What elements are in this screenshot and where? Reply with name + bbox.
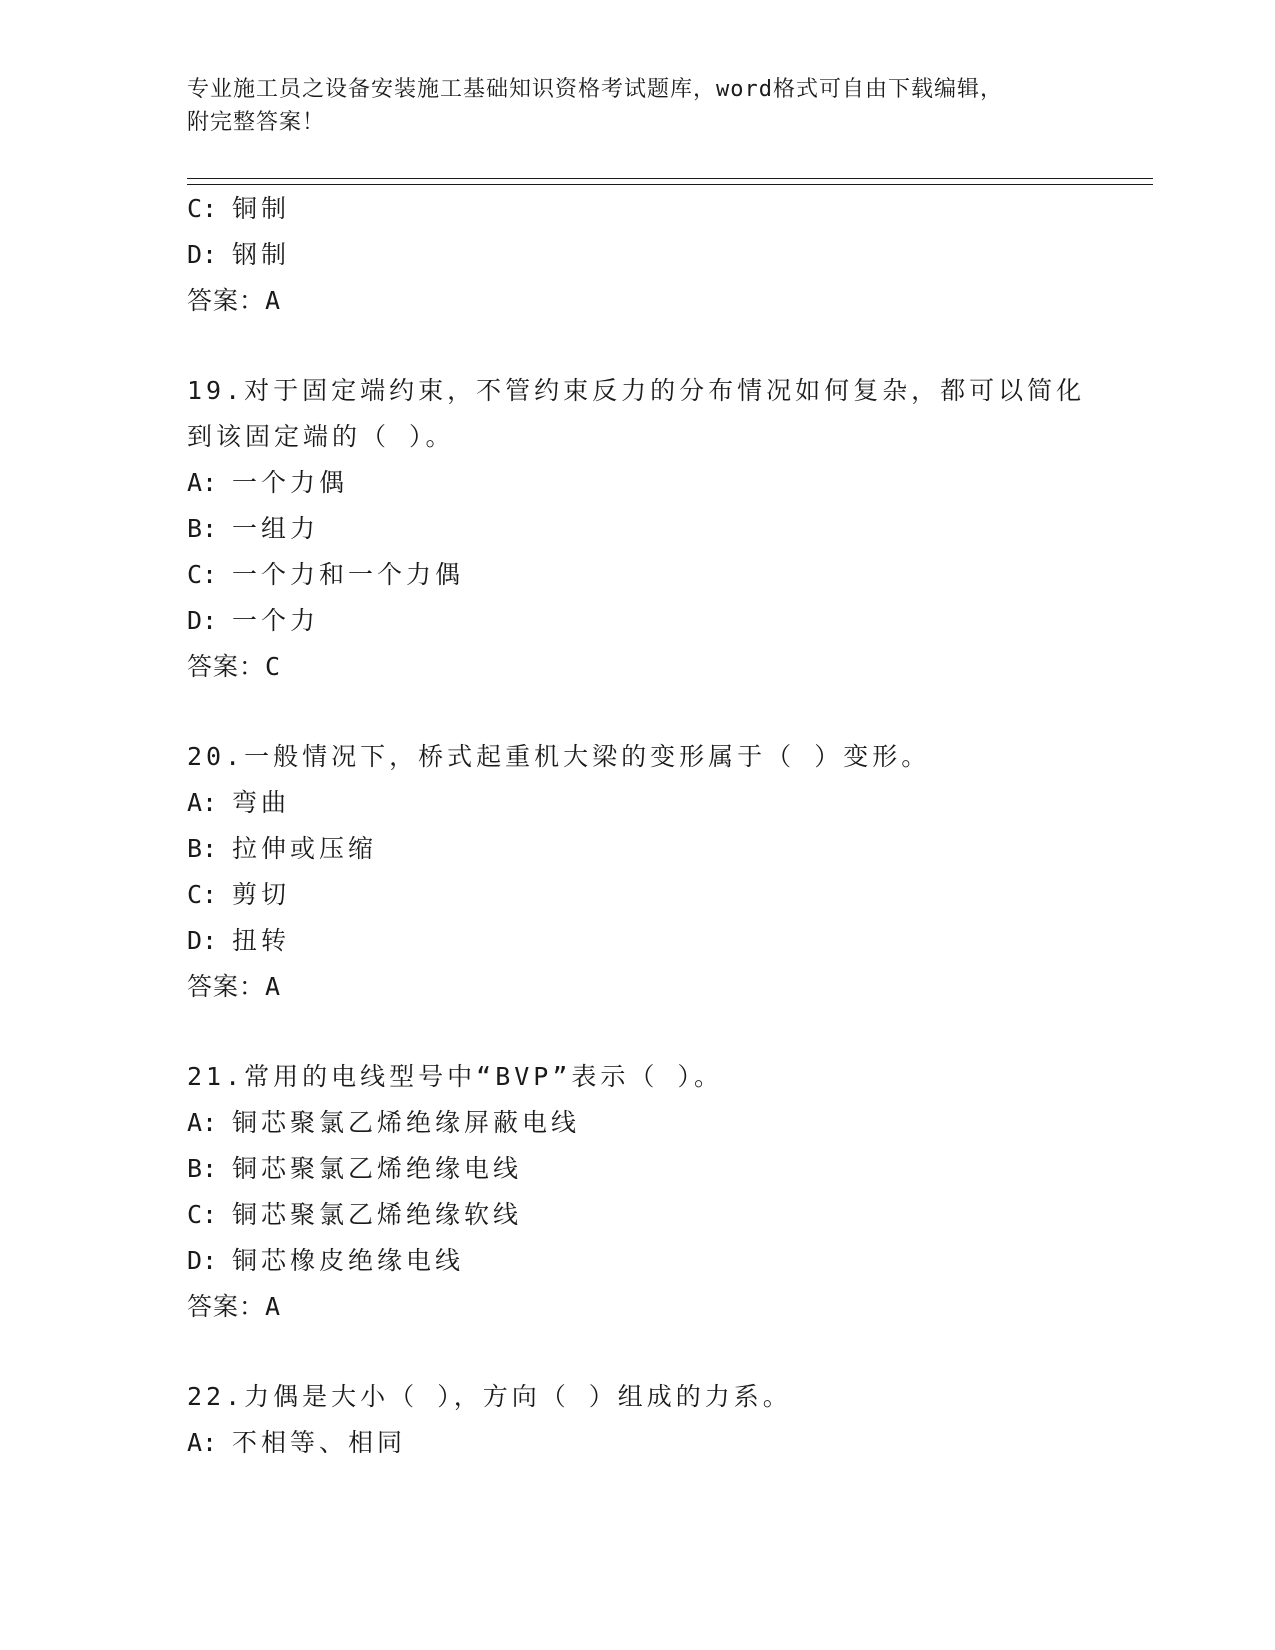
answer-line (187, 964, 1117, 1010)
option-label: C: (187, 194, 218, 223)
option-label: C: (187, 560, 218, 589)
answer-label: 答案： (187, 1292, 266, 1321)
option-label: B: (187, 1154, 218, 1183)
option-d (187, 232, 1117, 278)
option-label: C: (187, 880, 218, 909)
option-b (187, 506, 1117, 552)
option-text: 一组力 (232, 514, 320, 543)
question-18-continued (187, 186, 1117, 324)
answer-value: A (265, 972, 282, 1001)
spacer (187, 324, 1117, 368)
option-d (187, 598, 1117, 644)
option-text: 铜芯聚氯乙烯绝缘软线 (232, 1200, 523, 1229)
option-d (187, 1238, 1117, 1284)
question-19 (187, 368, 1117, 690)
spacer (187, 1330, 1117, 1374)
option-b (187, 1146, 1117, 1192)
question-stem: 19.对于固定端约束，不管约束反力的分布情况如何复杂，都可以简化 (187, 376, 1086, 405)
header-title-line-1: 专业施工员之设备安装施工基础知识资格考试题库，word格式可自由下载编辑， (187, 77, 1003, 102)
option-label: D: (187, 606, 218, 635)
option-a (187, 780, 1117, 826)
option-text: 一个力 (232, 606, 320, 635)
option-a (187, 460, 1117, 506)
option-text: 弯曲 (232, 788, 291, 817)
option-label: A: (187, 1428, 218, 1457)
option-text: 铜制 (232, 194, 291, 223)
question-stem: 21.常用的电线型号中“BVP”表示（ ）。 (187, 1062, 723, 1091)
option-text: 扭转 (232, 926, 291, 955)
header-double-rule (187, 178, 1153, 185)
option-text: 不相等、相同 (232, 1428, 407, 1457)
answer-label: 答案： (187, 972, 266, 1001)
option-label: C: (187, 1200, 218, 1229)
option-text: 拉伸或压缩 (232, 834, 378, 863)
option-b (187, 826, 1117, 872)
answer-value: A (265, 1292, 282, 1321)
option-c (187, 552, 1117, 598)
option-a (187, 1420, 1117, 1466)
answer-value: C (265, 652, 282, 681)
spacer (187, 1010, 1117, 1054)
option-text: 钢制 (232, 240, 291, 269)
question-list (187, 186, 1117, 1466)
option-text: 一个力偶 (232, 468, 349, 497)
question-22 (187, 1374, 1117, 1466)
option-d (187, 918, 1117, 964)
option-c (187, 872, 1117, 918)
answer-value: A (265, 286, 282, 315)
document-header (187, 73, 1107, 139)
option-label: A: (187, 788, 218, 817)
header-title-line-2: 附完整答案！ (187, 110, 326, 135)
option-label: D: (187, 1246, 218, 1275)
answer-line (187, 1284, 1117, 1330)
question-stem: 20.一般情况下，桥式起重机大梁的变形属于（ ）变形。 (187, 742, 931, 771)
option-text: 铜芯橡皮绝缘电线 (232, 1246, 465, 1275)
option-a (187, 1100, 1117, 1146)
question-stem-continuation: 到该固定端的（ ）。 (187, 422, 455, 451)
answer-label: 答案： (187, 286, 266, 315)
option-text: 剪切 (232, 880, 291, 909)
spacer (187, 690, 1117, 734)
option-text: 一个力和一个力偶 (232, 560, 465, 589)
option-label: B: (187, 834, 218, 863)
question-stem: 22.力偶是大小（ ），方向（ ）组成的力系。 (187, 1382, 792, 1411)
option-label: A: (187, 1108, 218, 1137)
option-label: D: (187, 926, 218, 955)
answer-label: 答案： (187, 652, 266, 681)
question-20 (187, 734, 1117, 1010)
option-label: B: (187, 514, 218, 543)
option-label: A: (187, 468, 218, 497)
answer-line (187, 278, 1117, 324)
option-text: 铜芯聚氯乙烯绝缘电线 (232, 1154, 523, 1183)
answer-line (187, 644, 1117, 690)
question-21 (187, 1054, 1117, 1330)
option-c (187, 1192, 1117, 1238)
option-c (187, 186, 1117, 232)
option-text: 铜芯聚氯乙烯绝缘屏蔽电线 (232, 1108, 581, 1137)
option-label: D: (187, 240, 218, 269)
